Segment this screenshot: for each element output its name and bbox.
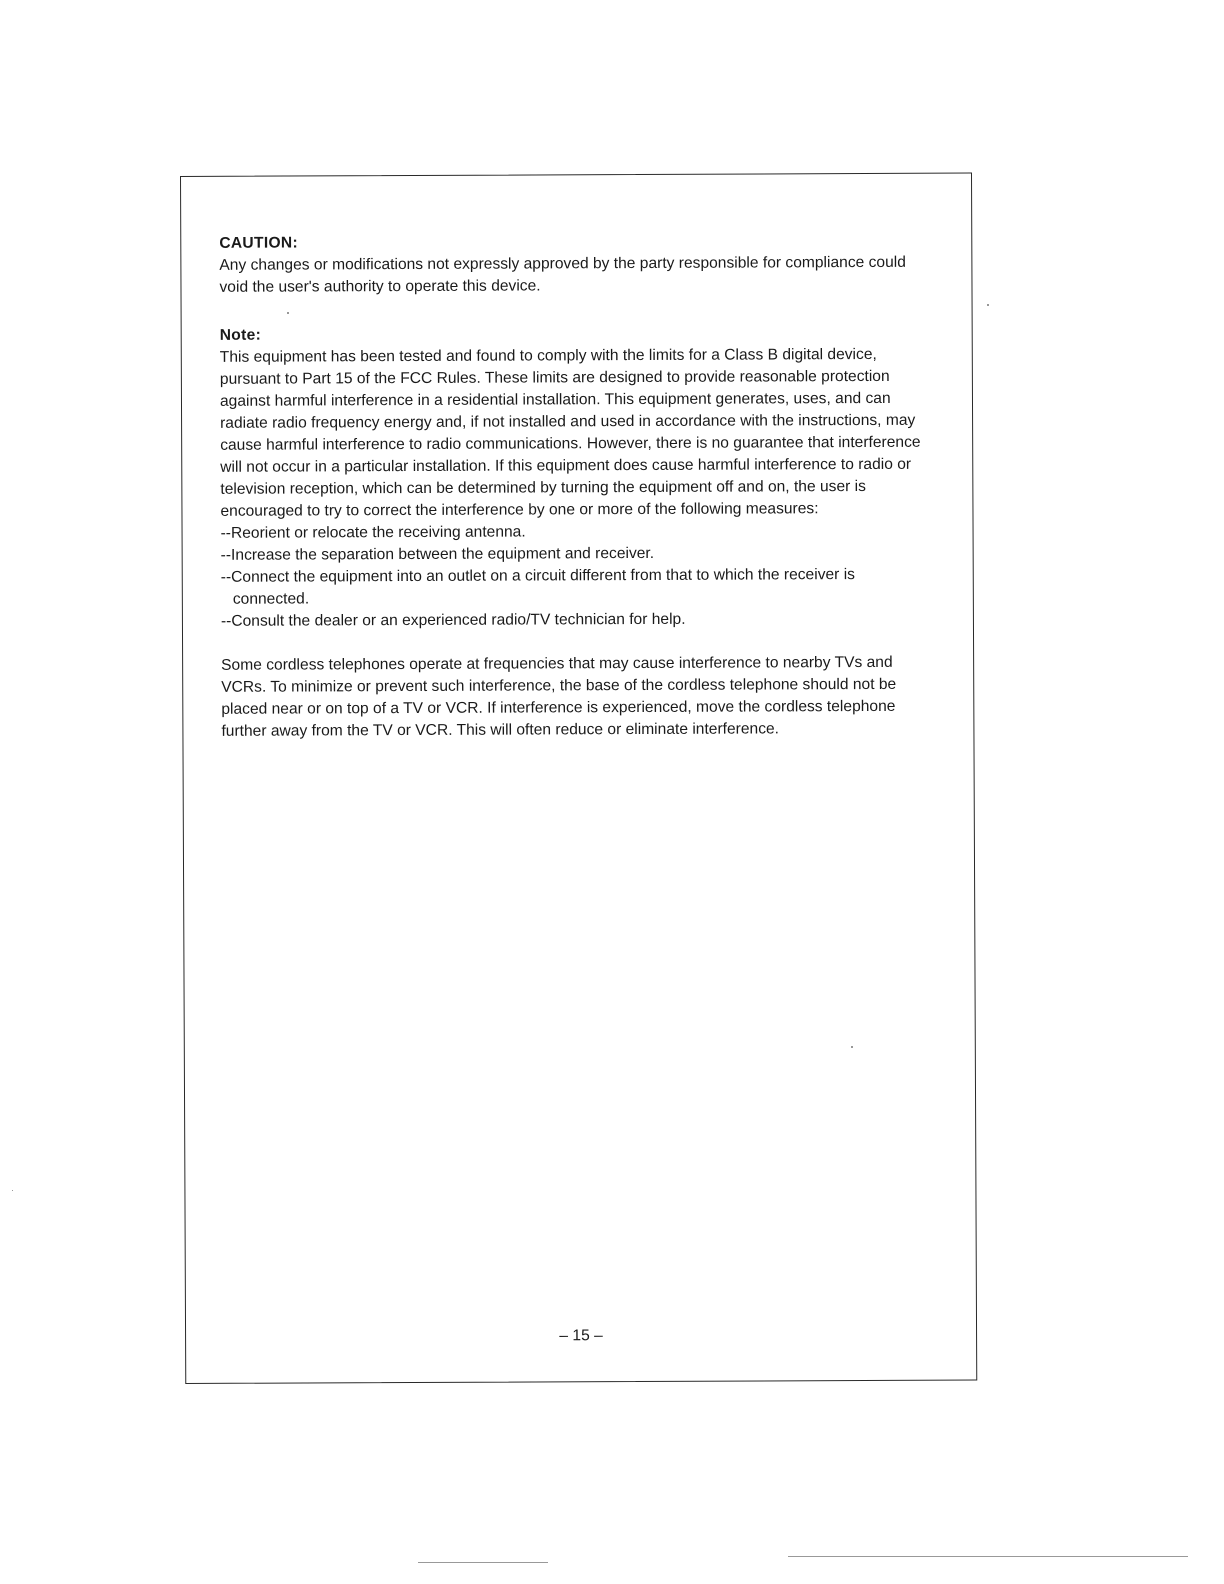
scan-speck <box>851 1046 853 1048</box>
list-item: --Increase the separation between the equipment and receiver. <box>220 544 655 564</box>
note-heading: Note: <box>219 326 262 344</box>
note-text: This equipment has been tested and found to comply with the limits for a Class B digital device, pursuant to Part 15 of the FCC Rules. These limits are designed to provide reasonable protection against harmful interference in a residential installation. This equipment generates, uses, and can radiate radio frequency energy and, if not installed and used in accordance with the instructions, may cause harmful interference to radio communications. However, there is no guarantee that interference will not occur in a particular installation. If this equipment does cause harmful interference to radio or television reception, which can be determined by turning the equipment off and on, the user is encouraged to try to correct the interference by one or more of the following measures: <box>219 345 921 520</box>
scan-speck <box>12 1190 13 1191</box>
page-number: – 15 – <box>559 1327 603 1345</box>
caution-text: Any changes or modifications not expressly approved by the party responsible for compliance could void the user's authority to operate this device. <box>219 253 906 296</box>
scan-speck <box>987 304 989 306</box>
scan-artifact-line <box>788 1556 1188 1557</box>
scan-artifact-line <box>418 1562 548 1563</box>
list-item: --Reorient or relocate the receiving antenna. <box>220 523 526 542</box>
page-border <box>180 173 977 1384</box>
cordless-phone-text: Some cordless telephones operate at frequencies that may cause interference to nearby TVs and VCRs. To minimize or prevent such interference, the base of the cordless telephone should not be placed near or on top of a TV or VCR. If interference is experienced, move the cordless telephone further away from the TV or VCR. This will often reduce or eliminate interference. <box>221 653 897 740</box>
document-body <box>219 230 931 743</box>
list-item: --Consult the dealer or an experienced radio/TV technician for help. <box>220 610 686 630</box>
scan-speck <box>287 312 289 314</box>
list-item: --Connect the equipment into an outlet on a circuit different from that to which the receiver is connected. <box>220 566 855 608</box>
caution-heading: CAUTION: <box>219 234 298 252</box>
measures-list <box>221 520 931 633</box>
